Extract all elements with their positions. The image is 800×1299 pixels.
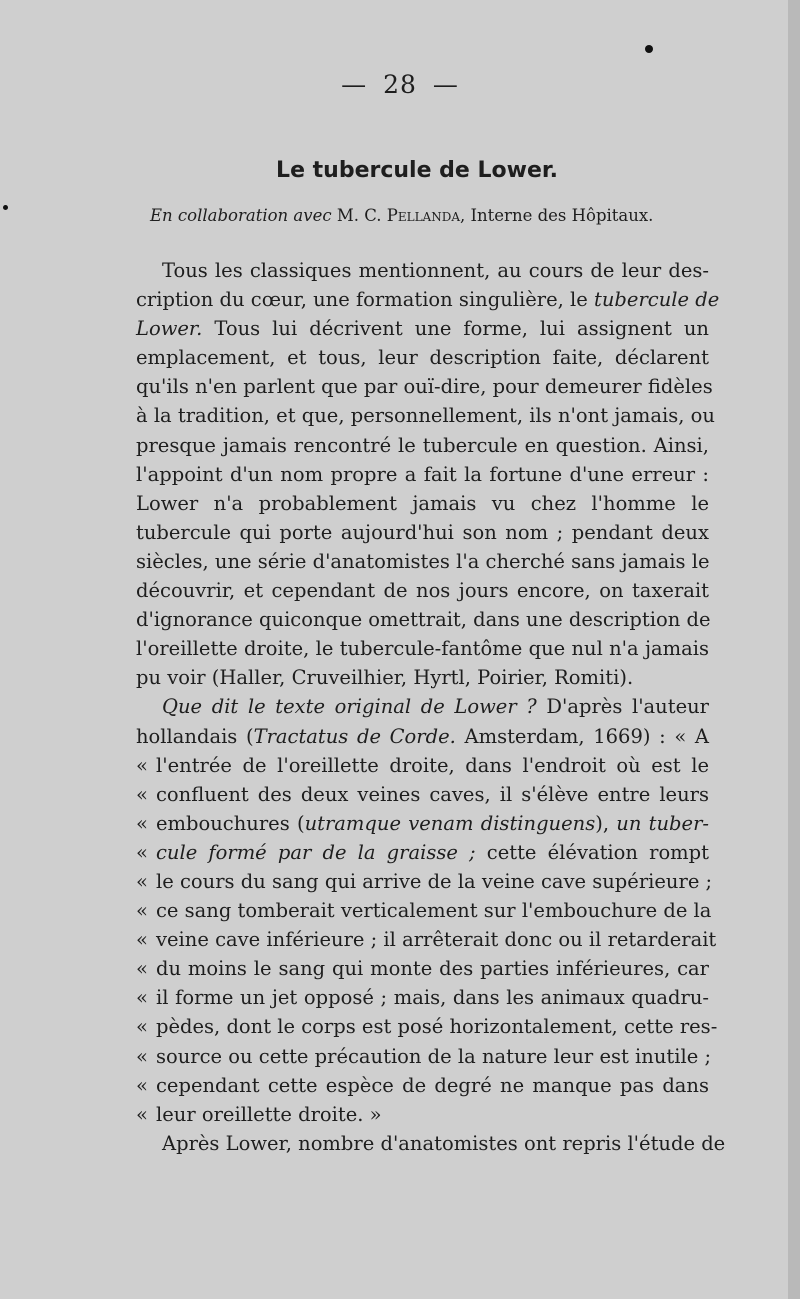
quote-line: « du moins le sang qui monte des parties inférieures, car: [136, 957, 709, 981]
text-line: découvrir, et cependant de nos jours encore, on taxerait: [136, 579, 709, 603]
text-line: Lower n'a probablement jamais vu chez l'homme le: [136, 491, 709, 515]
text-line: qu'ils n'en parlent que par ouï-dire, pour demeurer fidèles: [136, 375, 713, 399]
page-number-value: 28: [383, 70, 417, 99]
text-line: presque jamais rencontré le tubercule en question. Ainsi,: [136, 433, 709, 457]
text-line: pu voir (Haller, Cruveilhier, Hyrtl, Poirier, Romiti).: [136, 666, 634, 690]
collaboration-line: [150, 206, 653, 225]
quote-line: « cule formé par de la graisse ; cette élévation rompt: [136, 840, 709, 864]
collab-prefix: En collaboration avec: [150, 206, 332, 225]
chapter-title: Le tubercule de Lower.: [276, 158, 558, 183]
text-line: emplacement, et tous, leur description faite, déclarent: [136, 346, 709, 370]
text-line: l'appoint d'un nom propre a fait la fortune d'une erreur :: [136, 462, 709, 486]
collab-person: M. C. Pellanda,: [336, 206, 466, 225]
quote-line: « le cours du sang qui arrive de la veine cave supérieure ;: [136, 869, 713, 893]
text-line: l'oreillette droite, le tubercule-fantôme que nul n'a jamais: [136, 637, 709, 661]
quote-line: « source ou cette précaution de la nature leur est inutile ;: [136, 1044, 712, 1068]
quote-line: « veine cave inférieure ; il arrêterait donc ou il retarderait: [136, 928, 717, 952]
page-number: — 28 —: [341, 70, 459, 99]
text-line: d'ignorance quiconque omettrait, dans une description de: [136, 608, 711, 632]
text-line: Que dit le texte original de Lower ? D'après l'auteur: [162, 695, 709, 719]
collab-role: Interne des Hôpitaux.: [470, 206, 654, 225]
body-text: [136, 256, 726, 1158]
quote-line: « l'entrée de l'oreillette droite, dans l'endroit où est le: [136, 753, 709, 777]
text-line: tubercule qui porte aujourd'hui son nom ; pendant deux: [136, 520, 709, 544]
quote-line: « ce sang tomberait verticalement sur l'embouchure de la: [136, 899, 712, 923]
text-line: Lower. Tous lui décrivent une forme, lui assignent un: [136, 317, 709, 341]
text-line: Tous les classiques mentionnent, au cours de leur des-: [162, 259, 709, 282]
text-line: cription du cœur, une formation singulière, le tubercule de: [136, 288, 720, 312]
quote-line: « cependant cette espèce de degré ne manque pas dans: [136, 1073, 709, 1097]
text-line: Après Lower, nombre d'anatomistes ont repris l'étude de: [162, 1131, 726, 1155]
quote-line: « il forme un jet opposé ; mais, dans les animaux quadru-: [136, 986, 709, 1010]
quote-line: « confluent des deux veines caves, il s'élève entre leurs: [136, 782, 709, 806]
text-line: à la tradition, et que, personnellement, ils n'ont jamais, ou: [136, 404, 715, 428]
ink-spot: [3, 205, 8, 210]
text-line: siècles, une série d'anatomistes l'a cherché sans jamais le: [136, 549, 710, 573]
quote-line: « pèdes, dont le corps est posé horizontalement, cette res-: [136, 1015, 718, 1039]
ink-spot: [645, 45, 653, 53]
quote-line: « leur oreillette droite. »: [136, 1102, 382, 1126]
text-line: hollandais (Tractatus de Corde. Amsterdam, 1669) : « A: [136, 724, 709, 748]
quote-line: « embouchures (utramque venam distinguens), un tuber-: [136, 811, 709, 835]
